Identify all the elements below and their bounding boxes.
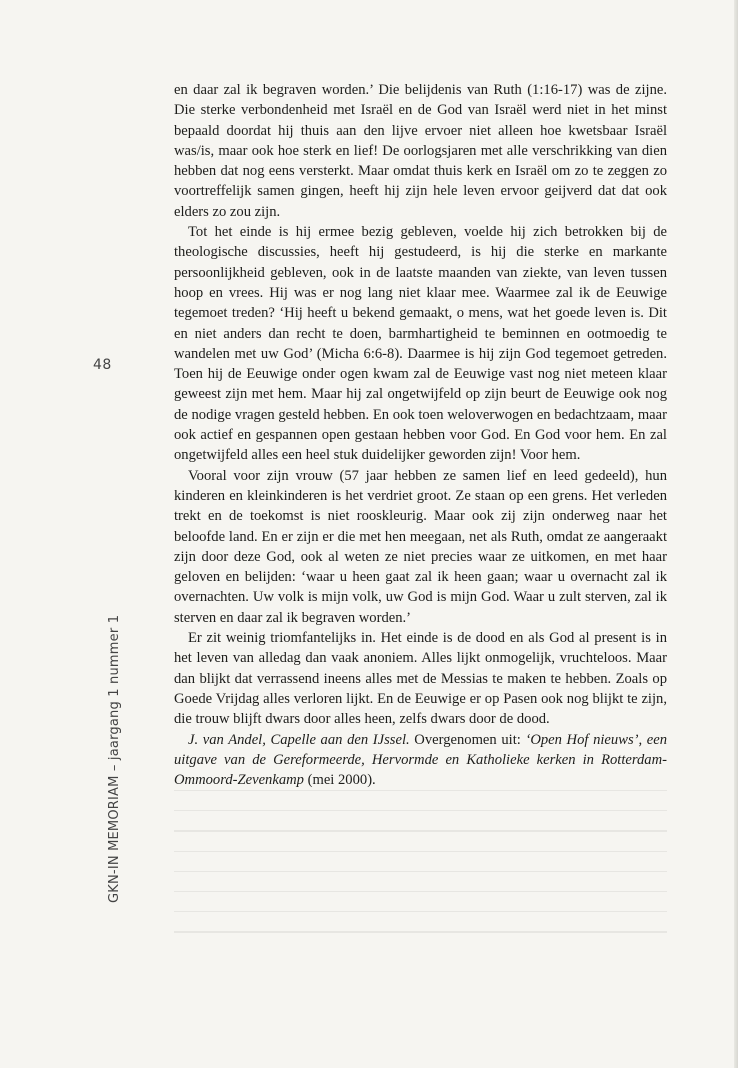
paragraph: Vooral voor zijn vrouw (57 jaar hebben ze samen lief en leed gedeeld), hun kinderen en kleinkinderen is het verdriet groot. Ze staan op een grens. Het verleden trekt en de toekomst is niet rooskleurig. Maar ook zij zijn onderweg naar het beloofde land. En er zijn er die met hen meegaan, net als Ruth, omdat ze aangeraakt zijn door deze God, ook al weten ze niet precies waar ze uitkomen, en met haar geloven en belijden: ‘waar u heen gaat zal ik heen gaan; waar u overnacht zal ik overnachten. Uw volk is mijn volk, uw God is mijn God. Waar u zult sterven, zal ik sterven en daar zal ik begraven worden.’	[174, 467, 667, 626]
paragraph: Er zit weinig triomfantelijks in. Het einde is de dood en als God al present is in het leven van alledag dan vaak anoniem. Alles lijkt onmogelijk, vruchteloos. Maar dan blijkt dat verrassend ineens alles met de Messias te maken te hebben. Zoals op Goede Vrijdag alles verloren lijkt. En de Eeuwige er op Pasen ook nog blijkt te zijn, die trouw blijft dwars door alles heen, zelfs dwars door de dood.	[174, 630, 667, 728]
running-head: GKN-IN MEMORIAM – jaargang 1 nummer 1	[107, 614, 122, 903]
source-author: J. van Andel, Capelle aan den IJssel.	[188, 731, 410, 748]
page-number: 48	[93, 357, 112, 373]
source-attribution	[174, 730, 667, 791]
source-intro: Overgenomen uit:	[409, 731, 526, 748]
source-publication: ‘Open Hof nieuws’, een uitgave van de Gereformeerde, Hervormde en Katholieke kerken in Rotterdam-Ommoord-Zevenkamp	[174, 731, 668, 789]
paragraph: en daar zal ik begraven worden.’ Die belijdenis van Ruth (1:16-17) was de zijne. Die sterke verbondenheid met Israël en de God van Israël werd niet in het minst bepaald doordat hij thuis aan den lijve ervoer niet alleen hoe kwetsbaar Israël was/is, maar ook hoe sterk en lief! De oorlogsjaren met alle verschrikking van dien hebben dat nog eens versterkt. Maar omdat thuis kerk en Israël om zo te zeggen zo voortreffelijk samen gingen, heeft hij zijn hele leven ervoor geijverd dat dat ook elders zo zou zijn.	[174, 82, 667, 220]
show-through-text	[174, 790, 667, 950]
source-date: (mei 2000).	[303, 772, 376, 789]
page-edge	[734, 0, 738, 1068]
paragraph: Tot het einde is hij ermee bezig gebleven, voelde hij zich betrokken bij de theologische discussies, heeft hij gestudeerd, is hij die sterke en markante persoonlijkheid gebleven, ook in de laatste maanden van ziekte, van leven tussen hoop en vrees. Hij was er nog lang niet klaar mee. Waarmee zal ik de Eeuwige tegemoet treden? ‘Hij heeft u bekend gemaakt, o mens, wat het goede leven is. Dit en niet anders dan recht te doen, barmhartigheid te beminnen en ootmoedig te wandelen met uw God’ (Micha 6:6-8). Daarmee is hij zijn God tegemoet getreden. Toen hij de Eeuwige onder ogen kwam zal de Eeuwige vast nog niet meteen klaar geweest zijn met hem. Maar hij zal ongetwijfeld op zijn beurt de Eeuwige ook nog de nodige vragen gesteld hebben. En ook toen weloverwogen en bedachtzaam, maar ook actief en gespannen open gestaan hebben voor God. En God voor hem. En zal ongetwijfeld alles een heel stuk duidelijker geworden zijn! Voor hem.	[174, 224, 667, 464]
article-body	[174, 80, 667, 790]
